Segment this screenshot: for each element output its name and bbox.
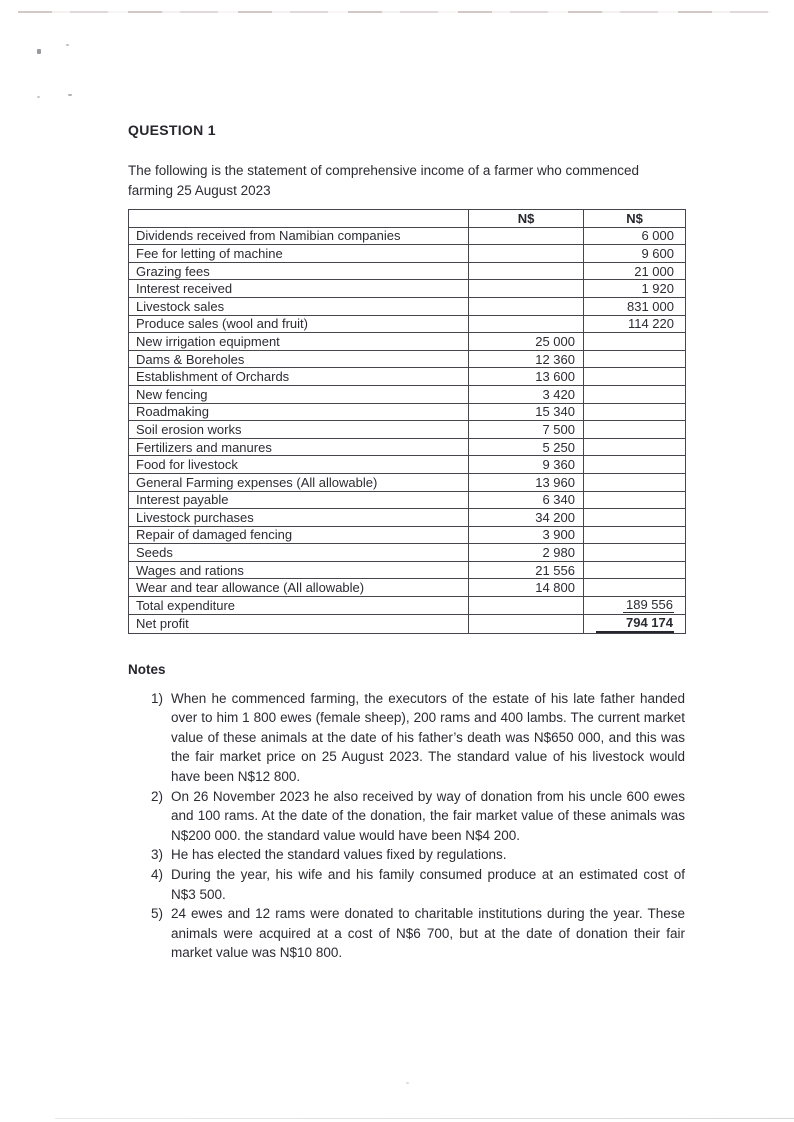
row-label: Livestock purchases bbox=[129, 509, 469, 527]
note-number: 2) bbox=[151, 788, 164, 804]
row-amount-right bbox=[584, 368, 686, 386]
table-row bbox=[129, 350, 686, 368]
row-amount-right bbox=[584, 350, 686, 368]
intro-paragraph: The following is the statement of comprehensive income of a farmer who commenced farming 25 August 2023 bbox=[128, 163, 639, 198]
row-label: Produce sales (wool and fruit) bbox=[129, 315, 469, 333]
table-row bbox=[129, 262, 686, 280]
row-amount-middle: 7 500 bbox=[469, 421, 584, 439]
row-amount-middle: 3 420 bbox=[469, 385, 584, 403]
row-label: Food for livestock bbox=[129, 456, 469, 474]
row-amount-middle: 9 360 bbox=[469, 456, 584, 474]
row-amount-middle: 13 960 bbox=[469, 473, 584, 491]
income-table-body bbox=[129, 227, 686, 633]
table-row bbox=[129, 544, 686, 562]
row-amount-middle: 6 340 bbox=[469, 491, 584, 509]
table-row bbox=[129, 473, 686, 491]
note-item bbox=[128, 787, 685, 846]
row-label: Dividends received from Namibian companies bbox=[129, 227, 469, 245]
row-label: Fee for letting of machine bbox=[129, 245, 469, 263]
row-label: Grazing fees bbox=[129, 262, 469, 280]
table-row bbox=[129, 280, 686, 298]
row-label: Wages and rations bbox=[129, 561, 469, 579]
table-row bbox=[129, 333, 686, 351]
row-amount-middle: 25 000 bbox=[469, 333, 584, 351]
row-label: Roadmaking bbox=[129, 403, 469, 421]
note-item bbox=[128, 689, 685, 787]
row-amount-right: 9 600 bbox=[584, 245, 686, 263]
scan-speck bbox=[66, 44, 69, 46]
row-amount-right bbox=[584, 385, 686, 403]
row-amount-right: 831 000 bbox=[584, 297, 686, 315]
note-number: 1) bbox=[151, 690, 164, 706]
table-row bbox=[129, 315, 686, 333]
row-amount-right bbox=[584, 403, 686, 421]
table-row bbox=[129, 385, 686, 403]
income-statement-table bbox=[128, 209, 686, 634]
row-label: Dams & Boreholes bbox=[129, 350, 469, 368]
table-header-row bbox=[129, 210, 686, 228]
document-content bbox=[128, 0, 685, 963]
table-row bbox=[129, 297, 686, 315]
table-row bbox=[129, 245, 686, 263]
table-row bbox=[129, 579, 686, 597]
row-amount-right bbox=[584, 526, 686, 544]
row-amount-middle bbox=[469, 315, 584, 333]
note-text: On 26 November 2023 he also received by way of donation from his uncle 600 ewes and 100 rams. At the date of the donation, the fair market value of these animals was N$200 000. the standard value would have been N$4 200. bbox=[171, 788, 685, 843]
row-label: New irrigation equipment bbox=[129, 333, 469, 351]
row-amount-middle: 21 556 bbox=[469, 561, 584, 579]
row-label: Wear and tear allowance (All allowable) bbox=[129, 579, 469, 597]
row-label: Fertilizers and manures bbox=[129, 438, 469, 456]
table-row bbox=[129, 491, 686, 509]
row-amount-middle bbox=[469, 227, 584, 245]
row-amount-value: 794 174 bbox=[596, 615, 674, 633]
table-row bbox=[129, 597, 686, 615]
row-amount-right: 114 220 bbox=[584, 315, 686, 333]
row-amount-right bbox=[584, 597, 686, 615]
row-amount-middle: 12 360 bbox=[469, 350, 584, 368]
note-text: 24 ewes and 12 rams were donated to charitable institutions during the year. These animals were acquired at a cost of N$6 700, but at the date of donation their fair market value was N$10 800. bbox=[171, 906, 685, 961]
table-row bbox=[129, 509, 686, 527]
row-label: Livestock sales bbox=[129, 297, 469, 315]
row-amount-middle: 14 800 bbox=[469, 579, 584, 597]
note-text: When he commenced farming, the executors of the estate of his late father handed over to him 1 800 ewes (female sheep), 200 rams and 400 lambs. The current market value of these animals at the date of his father’s death was N$650 000, and this was the fair market price on 25 August 2023. The standard value of his livestock would have been N$12 800. bbox=[171, 690, 685, 785]
note-text: During the year, his wife and his family consumed produce at an estimated cost of N$3 500. bbox=[171, 867, 685, 902]
row-amount-right bbox=[584, 333, 686, 351]
scan-speck bbox=[37, 96, 40, 98]
question-title: QUESTION 1 bbox=[128, 122, 216, 138]
row-amount-middle bbox=[469, 614, 584, 633]
row-amount-middle: 3 900 bbox=[469, 526, 584, 544]
table-row bbox=[129, 456, 686, 474]
header-currency-middle: N$ bbox=[469, 210, 584, 228]
row-amount-middle: 15 340 bbox=[469, 403, 584, 421]
row-label: Soil erosion works bbox=[129, 421, 469, 439]
row-amount-middle: 2 980 bbox=[469, 544, 584, 562]
row-label: Establishment of Orchards bbox=[129, 368, 469, 386]
header-label-column bbox=[129, 210, 469, 228]
row-amount-middle bbox=[469, 262, 584, 280]
row-amount-middle: 34 200 bbox=[469, 509, 584, 527]
row-amount-right: 6 000 bbox=[584, 227, 686, 245]
row-amount-right bbox=[584, 421, 686, 439]
row-amount-right bbox=[584, 544, 686, 562]
note-number: 4) bbox=[151, 867, 164, 882]
row-amount-middle: 5 250 bbox=[469, 438, 584, 456]
row-amount-right: 21 000 bbox=[584, 262, 686, 280]
row-amount-right bbox=[584, 509, 686, 527]
row-label: Total expenditure bbox=[129, 597, 469, 615]
table-row bbox=[129, 421, 686, 439]
row-amount-right: 1 920 bbox=[584, 280, 686, 298]
row-amount-value: 189 556 bbox=[623, 597, 674, 613]
row-label: Interest received bbox=[129, 280, 469, 298]
row-amount-middle bbox=[469, 280, 584, 298]
row-amount-right bbox=[584, 491, 686, 509]
table-row bbox=[129, 614, 686, 633]
table-row bbox=[129, 403, 686, 421]
scan-artifact-bottom-line bbox=[55, 1118, 794, 1120]
row-amount-right bbox=[584, 561, 686, 579]
table-row bbox=[129, 368, 686, 386]
row-amount-middle bbox=[469, 597, 584, 615]
row-amount-right bbox=[584, 579, 686, 597]
row-label: New fencing bbox=[129, 385, 469, 403]
notes-heading: Notes bbox=[128, 661, 166, 677]
scan-speck bbox=[68, 94, 72, 96]
row-label: Repair of damaged fencing bbox=[129, 526, 469, 544]
note-number: 3) bbox=[151, 847, 164, 863]
row-amount-right bbox=[584, 438, 686, 456]
table-row bbox=[129, 438, 686, 456]
row-amount-right bbox=[584, 614, 686, 633]
scan-speck bbox=[406, 1082, 409, 1084]
row-amount-right bbox=[584, 456, 686, 474]
row-amount-middle bbox=[469, 245, 584, 263]
row-amount-right bbox=[584, 473, 686, 491]
note-item bbox=[128, 845, 685, 865]
notes-list bbox=[128, 689, 685, 963]
row-label: Interest payable bbox=[129, 491, 469, 509]
row-label: General Farming expenses (All allowable) bbox=[129, 473, 469, 491]
note-text: He has elected the standard values fixed by regulations. bbox=[171, 847, 507, 863]
header-currency-right: N$ bbox=[584, 210, 686, 228]
row-amount-middle bbox=[469, 297, 584, 315]
scan-speck bbox=[37, 49, 41, 54]
note-number: 5) bbox=[151, 906, 164, 922]
table-row bbox=[129, 561, 686, 579]
table-row bbox=[129, 526, 686, 544]
row-label: Net profit bbox=[129, 614, 469, 633]
row-label: Seeds bbox=[129, 544, 469, 562]
note-item bbox=[128, 865, 685, 904]
row-amount-middle: 13 600 bbox=[469, 368, 584, 386]
table-row bbox=[129, 227, 686, 245]
note-item bbox=[128, 904, 685, 963]
